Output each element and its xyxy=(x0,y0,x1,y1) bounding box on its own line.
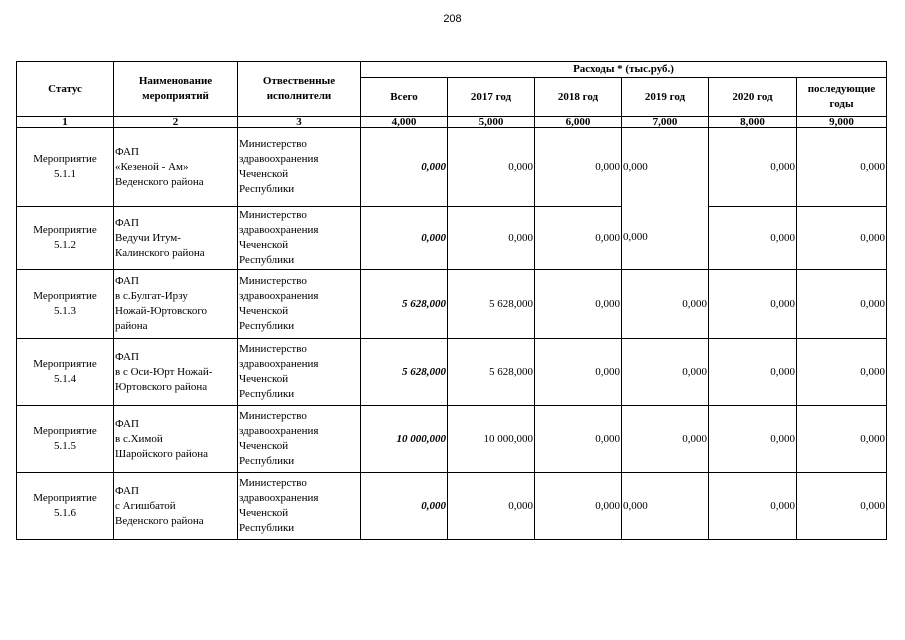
value-2020-cell: 0,000 xyxy=(709,339,797,406)
executor-line: Министерство xyxy=(239,410,307,422)
status-cell xyxy=(17,270,114,339)
value-later-cell: 0,000 xyxy=(797,406,887,473)
value-2017-cell: 10 000,000 xyxy=(448,406,535,473)
executor-cell xyxy=(238,207,361,270)
status-code: 5.1.6 xyxy=(54,507,76,519)
status-code: 5.1.2 xyxy=(54,239,76,251)
table-row xyxy=(17,339,887,406)
status-cell xyxy=(17,128,114,207)
name-line: ФАП xyxy=(115,216,139,229)
name-line: Веденского района xyxy=(115,514,204,527)
value-2020-cell: 0,000 xyxy=(709,128,797,207)
value-2017-cell: 0,000 xyxy=(448,473,535,540)
table-row xyxy=(17,406,887,473)
name-line: Юртовского района xyxy=(115,380,208,393)
executor-line: Чеченской xyxy=(239,305,289,317)
name-line: Веденского района xyxy=(115,175,204,188)
table-row xyxy=(17,128,887,207)
total-cell: 5 628,000 xyxy=(361,339,448,406)
value-2020-cell: 0,000 xyxy=(709,406,797,473)
value-2020-cell: 0,000 xyxy=(709,270,797,339)
header-2019: 2019 год xyxy=(622,78,709,117)
name-line: Калинского района xyxy=(115,246,205,259)
executor-line: Республики xyxy=(239,320,295,332)
status-code: 5.1.3 xyxy=(54,305,76,317)
name-line: ФАП xyxy=(115,145,139,158)
name-line: «Кезеной - Ам» xyxy=(115,160,189,173)
header-status: Статус xyxy=(17,62,114,117)
header-total: Всего xyxy=(361,78,448,117)
executor-line: Министерство xyxy=(239,209,307,221)
executor-line: Республики xyxy=(239,455,295,467)
status-label: Мероприятие xyxy=(33,492,97,504)
value-2020-cell: 0,000 xyxy=(709,473,797,540)
executor-line: Министерство xyxy=(239,138,307,150)
value-2019-cell: 0,000 xyxy=(622,406,709,473)
status-code: 5.1.5 xyxy=(54,440,76,452)
value-2017-cell: 0,000 xyxy=(448,128,535,207)
executor-cell xyxy=(238,406,361,473)
name-cell xyxy=(114,270,238,339)
value-2018-cell: 0,000 xyxy=(535,473,622,540)
value-later-cell: 0,000 xyxy=(797,339,887,406)
status-label: Мероприятие xyxy=(33,153,97,165)
value-2018-cell: 0,000 xyxy=(535,339,622,406)
name-cell xyxy=(114,207,238,270)
value-later-cell: 0,000 xyxy=(797,128,887,207)
column-index-row xyxy=(17,117,887,128)
executor-line: здравоохранения xyxy=(239,224,319,236)
name-line: Шаройского района xyxy=(115,447,209,460)
column-index: 2 xyxy=(114,117,238,128)
value-2018-cell: 0,000 xyxy=(535,270,622,339)
column-index: 9,000 xyxy=(797,117,887,128)
name-cell xyxy=(114,406,238,473)
name-line: ФАП xyxy=(115,417,139,430)
executor-line: Чеченской xyxy=(239,239,289,251)
page-number: 208 xyxy=(443,13,462,25)
value-2019-cell: 0,000 xyxy=(622,473,709,540)
name-cell xyxy=(114,128,238,207)
status-cell xyxy=(17,473,114,540)
executor-line: здравоохранения xyxy=(239,358,319,370)
executor-line: Чеченской xyxy=(239,168,289,180)
value-2019-cell: 0,000 xyxy=(622,207,709,270)
name-line: ФАП xyxy=(115,484,139,497)
value-later-cell: 0,000 xyxy=(797,270,887,339)
status-code: 5.1.1 xyxy=(54,168,76,180)
executor-cell xyxy=(238,339,361,406)
status-label: Мероприятие xyxy=(33,224,97,236)
value-2017-cell: 5 628,000 xyxy=(448,339,535,406)
budget-table xyxy=(16,61,887,540)
status-label: Мероприятие xyxy=(33,358,97,370)
executor-cell xyxy=(238,128,361,207)
executor-line: Республики xyxy=(239,522,295,534)
name-cell xyxy=(114,473,238,540)
header-expenses: Расходы * (тыс.руб.) xyxy=(361,62,887,78)
value-2018-cell: 0,000 xyxy=(535,207,622,270)
value-2020-cell: 0,000 xyxy=(709,207,797,270)
executor-cell xyxy=(238,270,361,339)
column-index: 3 xyxy=(238,117,361,128)
name-line: ФАП xyxy=(115,350,139,363)
total-cell: 0,000 xyxy=(361,207,448,270)
table-row xyxy=(17,473,887,540)
status-cell xyxy=(17,207,114,270)
value-2018-cell: 0,000 xyxy=(535,128,622,207)
column-index: 5,000 xyxy=(448,117,535,128)
value-2019-cell: 0,000 xyxy=(622,128,709,207)
executor-line: Республики xyxy=(239,388,295,400)
table-row xyxy=(17,207,887,270)
name-cell xyxy=(114,339,238,406)
name-line: района xyxy=(115,320,148,332)
header-2017: 2017 год xyxy=(448,78,535,117)
total-cell: 5 628,000 xyxy=(361,270,448,339)
executor-line: здравоохранения xyxy=(239,492,319,504)
value-2018-cell: 0,000 xyxy=(535,406,622,473)
executor-line: здравоохранения xyxy=(239,153,319,165)
status-cell xyxy=(17,339,114,406)
header-2020: 2020 год xyxy=(709,78,797,117)
header-2018: 2018 год xyxy=(535,78,622,117)
executor-line: Министерство xyxy=(239,275,307,287)
header-name: Наименование мероприятий xyxy=(114,62,238,117)
status-cell xyxy=(17,406,114,473)
name-line: в с Оси-Юрт Ножай- xyxy=(115,365,213,378)
executor-line: Республики xyxy=(239,254,295,266)
column-index: 6,000 xyxy=(535,117,622,128)
header-later-years: последующие годы xyxy=(797,78,887,117)
name-line: с Агишбатой xyxy=(115,499,176,512)
column-index: 1 xyxy=(17,117,114,128)
executor-line: Республики xyxy=(239,183,295,195)
status-code: 5.1.4 xyxy=(54,373,76,385)
value-2019-cell: 0,000 xyxy=(622,270,709,339)
executor-line: Чеченской xyxy=(239,440,289,452)
executor-line: здравоохранения xyxy=(239,290,319,302)
total-cell: 0,000 xyxy=(361,128,448,207)
total-cell: 10 000,000 xyxy=(361,406,448,473)
total-cell: 0,000 xyxy=(361,473,448,540)
name-line: в с.Химой xyxy=(115,432,163,445)
executor-cell xyxy=(238,473,361,540)
executor-line: Чеченской xyxy=(239,373,289,385)
value-2017-cell: 0,000 xyxy=(448,207,535,270)
executor-line: Министерство xyxy=(239,343,307,355)
status-label: Мероприятие xyxy=(33,425,97,437)
value-2019-cell: 0,000 xyxy=(622,339,709,406)
name-line: Ведучи Итум- xyxy=(115,231,181,244)
value-later-cell: 0,000 xyxy=(797,473,887,540)
header-executors: Отвественные исполнители xyxy=(238,62,361,117)
name-line: ФАП xyxy=(115,275,139,287)
name-line: в с.Булгат-Ирзу xyxy=(115,290,188,302)
value-later-cell: 0,000 xyxy=(797,207,887,270)
status-label: Мероприятие xyxy=(33,290,97,302)
name-line: Ножай-Юртовского xyxy=(115,305,208,317)
executor-line: Чеченской xyxy=(239,507,289,519)
executor-line: Министерство xyxy=(239,477,307,489)
table-row xyxy=(17,270,887,339)
value-2017-cell: 5 628,000 xyxy=(448,270,535,339)
executor-line: здравоохранения xyxy=(239,425,319,437)
column-index: 8,000 xyxy=(709,117,797,128)
column-index: 7,000 xyxy=(622,117,709,128)
column-index: 4,000 xyxy=(361,117,448,128)
